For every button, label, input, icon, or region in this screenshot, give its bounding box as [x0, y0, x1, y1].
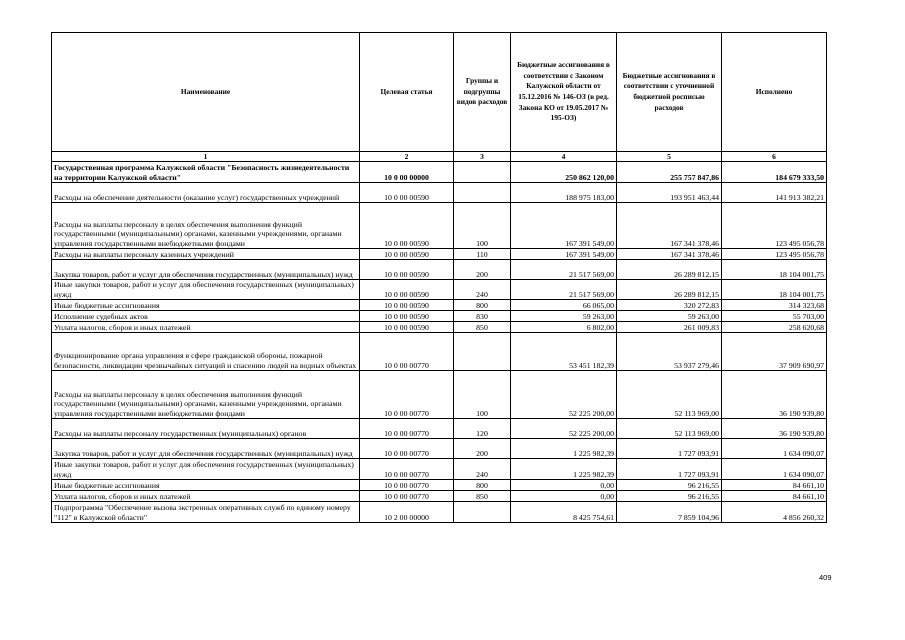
row-target: 10 0 00 00590 — [360, 260, 454, 280]
column-number: 5 — [617, 152, 722, 162]
column-number: 1 — [52, 152, 360, 162]
column-number: 4 — [511, 152, 617, 162]
row-executed-amount: 1 634 090,07 — [722, 439, 827, 459]
row-executed-amount: 258 620,68 — [722, 322, 827, 333]
row-group — [454, 162, 511, 183]
row-refined-amount: 96 216,55 — [617, 491, 722, 502]
row-name: Уплата налогов, сборов и иных платежей — [52, 322, 360, 333]
table-row — [52, 480, 827, 491]
row-target: 10 0 00 00590 — [360, 311, 454, 322]
row-law-amount: 59 263,00 — [511, 311, 617, 322]
row-refined-amount: 255 757 847,86 — [617, 162, 722, 183]
row-group: 120 — [454, 419, 511, 439]
row-target: 10 0 00 00770 — [360, 333, 454, 371]
row-name: Закупка товаров, работ и услуг для обеспечения государственных (муниципальных) нужд — [52, 260, 360, 280]
table-row — [52, 260, 827, 280]
row-group: 200 — [454, 260, 511, 280]
row-law-amount: 0,00 — [511, 480, 617, 491]
row-target: 10 0 00 00590 — [360, 280, 454, 300]
row-name: Иные закупки товаров, работ и услуг для обеспечения государственных (муниципальных) нужд — [52, 459, 360, 480]
header-groups: Группы и подгруппы видов расходов — [454, 33, 511, 152]
table-row — [52, 311, 827, 322]
row-executed-amount: 141 913 382,21 — [722, 183, 827, 203]
row-name: Расходы на выплаты персоналу в целях обеспечения выполнения функций государственными (муниципальными) органами, казенными учреждениями, органами управления государственными внебюджетными фондами — [52, 203, 360, 249]
row-name: Расходы на выплаты персоналу государственных (муниципальных) органов — [52, 419, 360, 439]
row-law-amount: 21 517 569,00 — [511, 280, 617, 300]
row-target: 10 0 00 00770 — [360, 371, 454, 419]
column-number: 3 — [454, 152, 511, 162]
row-name: Расходы на выплаты персоналу в целях обеспечения выполнения функций государственными (муниципальными) органами, казенными учреждениями, органами управления государственными внебюджетными фондами — [52, 371, 360, 419]
row-refined-amount: 53 937 279,46 — [617, 333, 722, 371]
row-group — [454, 183, 511, 203]
page-number: 409 — [819, 573, 832, 582]
row-law-amount: 1 225 982,39 — [511, 439, 617, 459]
row-executed-amount: 18 104 001,75 — [722, 260, 827, 280]
row-name: Иные закупки товаров, работ и услуг для обеспечения государственных (муниципальных) нужд — [52, 280, 360, 300]
header-executed: Исполнено — [722, 33, 827, 152]
row-name: Исполнение судебных актов — [52, 311, 360, 322]
header-refined: Бюджетные ассигнования в соответствии с уточненной бюджетной росписью расходов — [617, 33, 722, 152]
table-row — [52, 322, 827, 333]
row-refined-amount: 26 289 812,15 — [617, 280, 722, 300]
row-target: 10 0 00 00590 — [360, 203, 454, 249]
row-group — [454, 502, 511, 523]
header-target: Целевая статья — [360, 33, 454, 152]
row-group: 830 — [454, 311, 511, 322]
row-law-amount: 167 391 549,00 — [511, 249, 617, 260]
row-executed-amount: 123 495 056,78 — [722, 249, 827, 260]
row-law-amount: 6 802,00 — [511, 322, 617, 333]
row-law-amount: 66 065,00 — [511, 300, 617, 311]
row-name: Закупка товаров, работ и услуг для обеспечения государственных (муниципальных) нужд — [52, 439, 360, 459]
table-row — [52, 162, 827, 183]
row-group: 800 — [454, 480, 511, 491]
table-row — [52, 183, 827, 203]
column-number-row — [52, 152, 827, 162]
table-row — [52, 371, 827, 419]
header-row — [52, 33, 827, 152]
row-target: 10 0 00 00590 — [360, 183, 454, 203]
row-name: Расходы на выплаты персоналу казенных учреждений — [52, 249, 360, 260]
table-row — [52, 203, 827, 249]
row-law-amount: 250 862 120,00 — [511, 162, 617, 183]
row-group: 240 — [454, 280, 511, 300]
table-row — [52, 502, 827, 523]
row-law-amount: 188 975 183,00 — [511, 183, 617, 203]
row-refined-amount: 320 272,83 — [617, 300, 722, 311]
row-target: 10 0 00 00590 — [360, 249, 454, 260]
row-refined-amount: 167 341 378,46 — [617, 249, 722, 260]
row-target: 10 0 00 00770 — [360, 439, 454, 459]
table-row — [52, 439, 827, 459]
row-executed-amount: 84 661,10 — [722, 491, 827, 502]
header-law: Бюджетные ассигнования в соответствии с Законом Калужской области от 15.12.2016 № 146-ОЗ (в ред. Закона КО от 19.05.2017 № 195-ОЗ) — [511, 33, 617, 152]
row-refined-amount: 96 216,55 — [617, 480, 722, 491]
row-name: Государственная программа Калужской области "Безопасность жизнедеятельности на территории Калужской области" — [52, 162, 360, 183]
row-name: Функционирование органа управления в сфере гражданской обороны, пожарной безопасности, ликвидации чрезвычайных ситуаций и спасению людей на водных объектах — [52, 333, 360, 371]
row-executed-amount: 184 679 333,50 — [722, 162, 827, 183]
row-law-amount: 0,00 — [511, 491, 617, 502]
row-name: Уплата налогов, сборов и иных платежей — [52, 491, 360, 502]
row-law-amount: 8 425 754,61 — [511, 502, 617, 523]
table-row — [52, 333, 827, 371]
row-executed-amount: 36 190 939,80 — [722, 371, 827, 419]
row-group: 850 — [454, 322, 511, 333]
row-executed-amount: 37 909 690,97 — [722, 333, 827, 371]
row-refined-amount: 52 113 969,00 — [617, 419, 722, 439]
row-target: 10 0 00 00770 — [360, 491, 454, 502]
row-group: 100 — [454, 371, 511, 419]
row-refined-amount: 167 341 378,46 — [617, 203, 722, 249]
row-refined-amount: 26 289 812,15 — [617, 260, 722, 280]
row-group: 110 — [454, 249, 511, 260]
row-law-amount: 53 451 182,39 — [511, 333, 617, 371]
row-target: 10 0 00 00770 — [360, 459, 454, 480]
row-executed-amount: 84 661,10 — [722, 480, 827, 491]
table-row — [52, 419, 827, 439]
table-row — [52, 249, 827, 260]
row-law-amount: 52 225 200,00 — [511, 371, 617, 419]
column-number: 6 — [722, 152, 827, 162]
row-law-amount: 52 225 200,00 — [511, 419, 617, 439]
header-name: Наименование — [52, 33, 360, 152]
table-body — [52, 162, 827, 523]
column-number: 2 — [360, 152, 454, 162]
budget-table — [51, 32, 827, 523]
row-group: 800 — [454, 300, 511, 311]
row-executed-amount: 4 856 260,32 — [722, 502, 827, 523]
row-group: 100 — [454, 203, 511, 249]
row-group: 200 — [454, 439, 511, 459]
row-executed-amount: 36 190 939,80 — [722, 419, 827, 439]
row-executed-amount: 123 495 056,78 — [722, 203, 827, 249]
row-refined-amount: 7 859 104,96 — [617, 502, 722, 523]
table-row — [52, 300, 827, 311]
table-row — [52, 491, 827, 502]
row-target: 10 0 00 00590 — [360, 322, 454, 333]
row-executed-amount: 18 104 001,75 — [722, 280, 827, 300]
row-group: 240 — [454, 459, 511, 480]
row-executed-amount: 1 634 090,07 — [722, 459, 827, 480]
row-target: 10 0 00 00770 — [360, 480, 454, 491]
table-row — [52, 459, 827, 480]
row-refined-amount: 1 727 093,91 — [617, 439, 722, 459]
row-name: Подпрограмма "Обеспечение вызова экстренных оперативных служб по единому номеру "112" в Калужской области" — [52, 502, 360, 523]
row-executed-amount: 314 323,68 — [722, 300, 827, 311]
row-law-amount: 1 225 982,39 — [511, 459, 617, 480]
row-executed-amount: 55 703,00 — [722, 311, 827, 322]
row-name: Расходы на обеспечение деятельности (оказание услуг) государственных учреждений — [52, 183, 360, 203]
row-refined-amount: 1 727 093,91 — [617, 459, 722, 480]
row-target: 10 0 00 00590 — [360, 300, 454, 311]
table-row — [52, 280, 827, 300]
row-name: Иные бюджетные ассигнования — [52, 480, 360, 491]
row-law-amount: 167 391 549,00 — [511, 203, 617, 249]
row-group — [454, 333, 511, 371]
row-law-amount: 21 517 569,00 — [511, 260, 617, 280]
row-refined-amount: 261 009,83 — [617, 322, 722, 333]
row-refined-amount: 52 113 969,00 — [617, 371, 722, 419]
row-refined-amount: 59 263,00 — [617, 311, 722, 322]
row-refined-amount: 193 951 463,44 — [617, 183, 722, 203]
row-name: Иные бюджетные ассигнования — [52, 300, 360, 311]
row-target: 10 2 00 00000 — [360, 502, 454, 523]
row-target: 10 0 00 00000 — [360, 162, 454, 183]
row-group: 850 — [454, 491, 511, 502]
row-target: 10 0 00 00770 — [360, 419, 454, 439]
